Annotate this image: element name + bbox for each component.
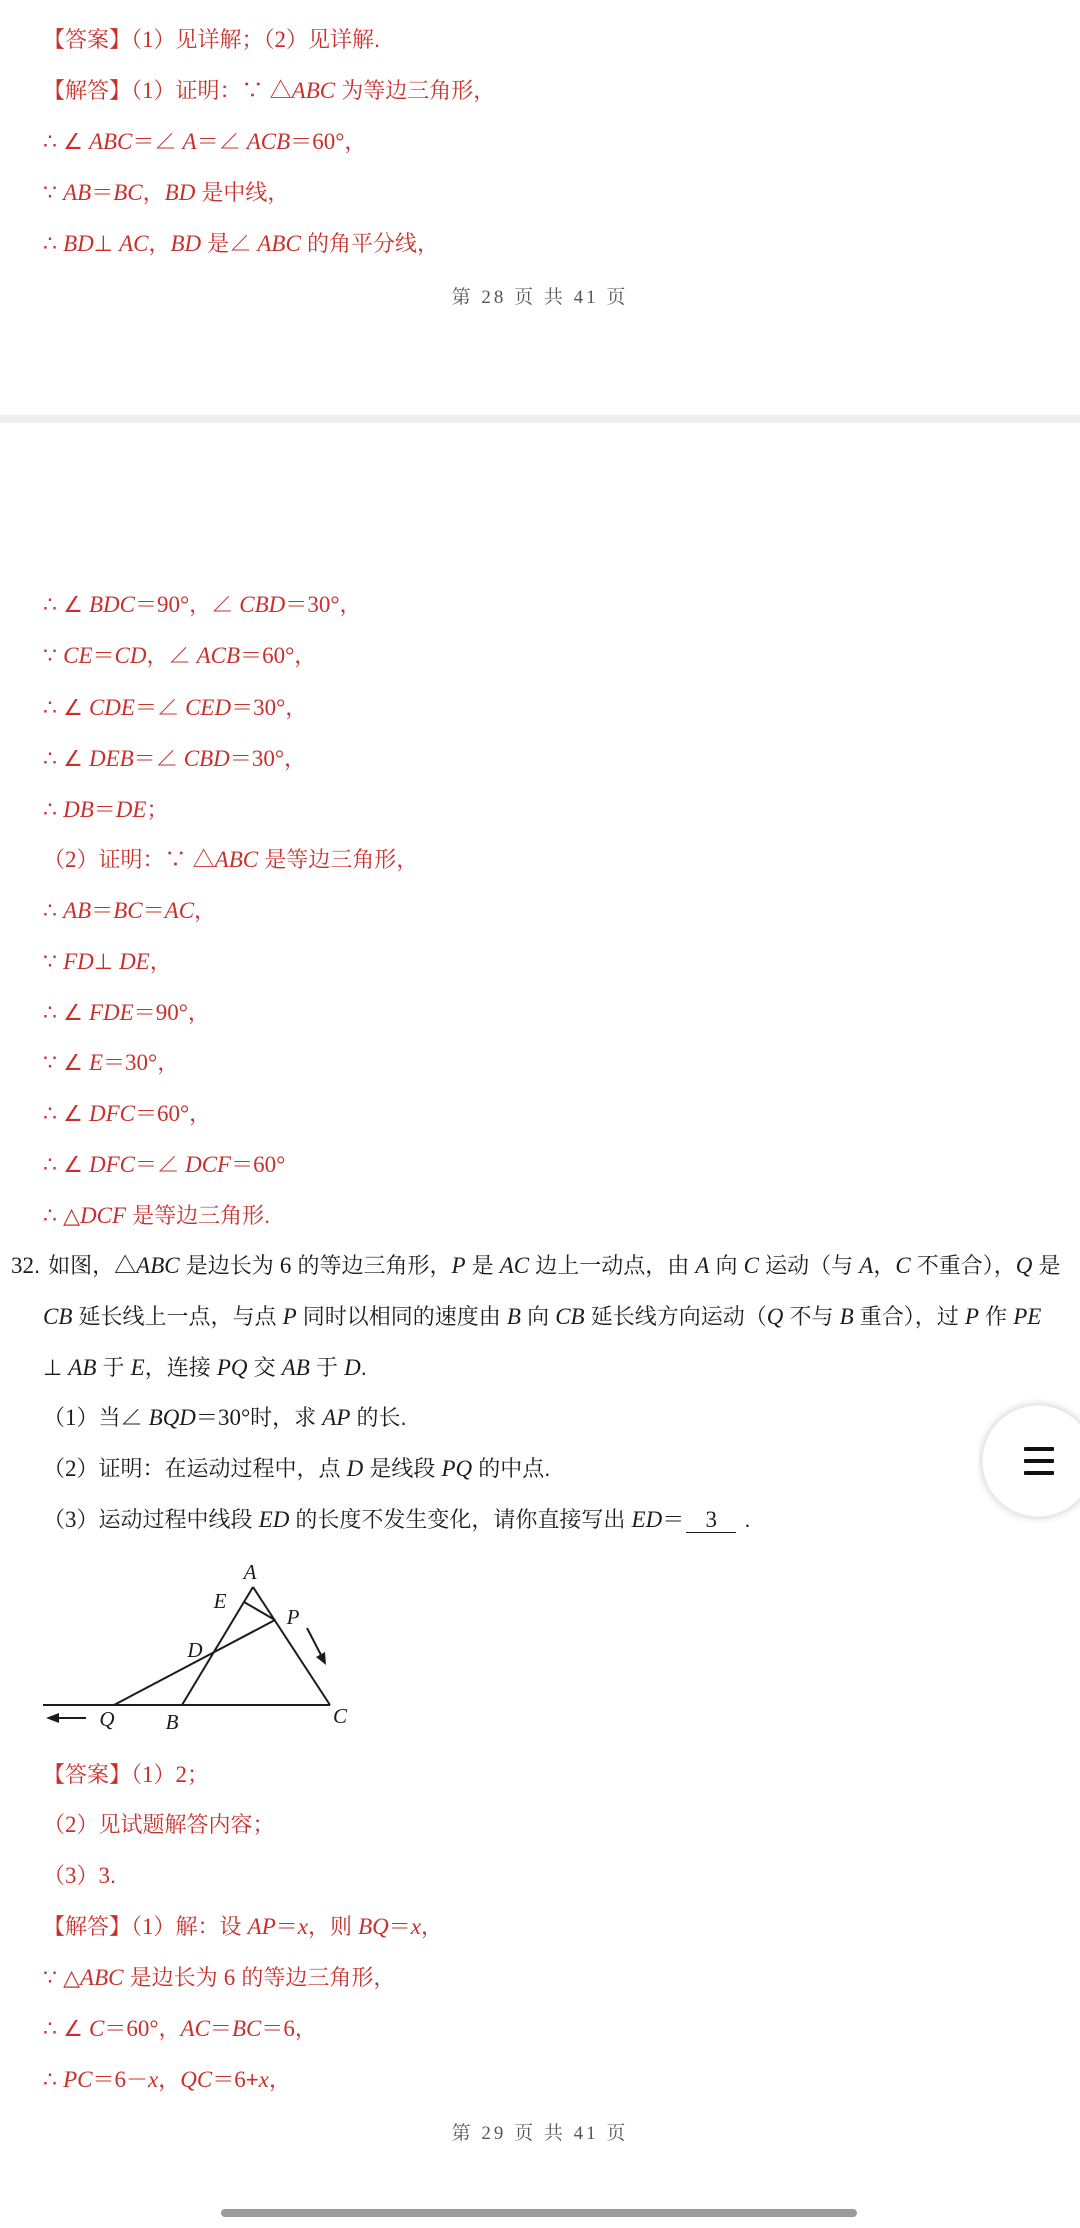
question-part: （2）证明：在运动过程中，点 D 是线段 PQ 的中点. <box>43 1456 551 1481</box>
math-variable: E <box>130 1355 145 1380</box>
math-number: 2 <box>65 1812 77 1837</box>
question-stem-line <box>11 1251 1075 1281</box>
math-variable: DB <box>63 797 94 822</box>
solution-line: ∴ ∠ CDE＝∠ CED＝30°， <box>43 695 308 720</box>
label-b: B <box>165 1710 179 1734</box>
label-d: D <box>187 1638 203 1662</box>
math-variable: ABC <box>80 1965 124 1990</box>
math-variable: DE <box>119 949 150 974</box>
label-q: Q <box>99 1707 115 1731</box>
math-variable: CD <box>114 643 147 668</box>
page-footer: 第 28 页 共 41 页 <box>451 287 629 308</box>
math-variable: FDE <box>88 1000 134 1025</box>
math-number: 3 <box>705 1507 717 1532</box>
math-variable: ABC <box>136 1253 180 1278</box>
math-number: 3 <box>98 1863 111 1888</box>
math-variable: AC <box>164 898 195 923</box>
math-variable: x <box>148 2067 159 2092</box>
solution-line: ∴ ∠ FDE＝90°， <box>43 1000 210 1025</box>
math-variable: DEB <box>88 746 134 771</box>
question-part <box>43 1505 1073 1535</box>
math-number: 60° <box>253 1152 286 1177</box>
math-variable: BDC <box>88 592 135 617</box>
menu-icon-bar <box>1024 1471 1054 1475</box>
menu-button[interactable] <box>978 1399 1080 1523</box>
math-variable: BD <box>63 231 94 256</box>
math-variable: BD <box>164 180 196 205</box>
segment-pq <box>114 1620 275 1705</box>
math-variable: P <box>964 1304 979 1329</box>
geometry-figure <box>0 1540 400 1750</box>
solution-line: ∴ BD⊥ AC，BD 是∠ ABC 的角平分线， <box>43 231 439 256</box>
math-number: 2 <box>65 1456 77 1481</box>
segment-pe <box>244 1602 275 1620</box>
math-number: 6 <box>283 2016 295 2041</box>
math-number: 30° <box>125 1050 158 1075</box>
question-number: 32. <box>11 1253 41 1278</box>
math-variable: BC <box>113 898 143 923</box>
math-variable: BC <box>231 2016 262 2041</box>
solution-line: ∵ △ABC 是边长为 6 的等边三角形， <box>43 1965 396 1990</box>
math-variable: AP <box>322 1405 351 1430</box>
math-variable: x <box>410 1914 422 1939</box>
math-variable: PE <box>1013 1304 1042 1329</box>
math-variable: CBD <box>239 592 286 617</box>
math-number: 1 <box>142 78 154 103</box>
menu-icon <box>1024 1447 1054 1475</box>
label-a: A <box>243 1560 257 1584</box>
solution-line: ∴ △DCF 是等边三角形. <box>43 1203 271 1228</box>
solution-line: ∴ ∠ DEB＝∠ CBD＝30°， <box>43 746 307 771</box>
math-variable: B <box>506 1304 521 1329</box>
math-variable: Q <box>766 1304 784 1329</box>
label-p: P <box>286 1605 300 1629</box>
answer-line: （2）见试题解答内容； <box>43 1812 275 1837</box>
math-variable: Q <box>1015 1253 1033 1278</box>
math-number: 1 <box>142 27 154 52</box>
math-variable: AB <box>281 1355 310 1380</box>
page-footer: 第 29 页 共 41 页 <box>451 2123 629 2144</box>
answer-heading: 【答案】（1）见详解；（2）见详解. <box>43 27 381 52</box>
p-direction-arrow-shaft <box>307 1628 321 1655</box>
math-number: 6 <box>234 2067 246 2092</box>
math-variable: E <box>88 1050 104 1075</box>
math-variable: ABC <box>257 231 301 256</box>
math-variable: ACB <box>246 129 291 154</box>
menu-icon-bar <box>1024 1447 1054 1451</box>
page-separator <box>0 415 1080 423</box>
math-variable: DFC <box>88 1152 135 1177</box>
math-variable: ABC <box>214 847 259 872</box>
math-variable: ED <box>258 1507 290 1532</box>
math-number: 2 <box>65 847 77 872</box>
math-number: 6 <box>114 2067 127 2092</box>
solution-line: ∴ PC＝6－x，QC＝6+x， <box>43 2067 291 2092</box>
math-variable: AC <box>119 231 149 256</box>
math-number: 90° <box>155 1000 188 1025</box>
solution-line: ∵ FD⊥ DE， <box>43 949 172 974</box>
solution-line: ∴ DB＝DE； <box>43 797 169 822</box>
math-variable: FD <box>63 949 94 974</box>
math-variable: AC <box>499 1253 530 1278</box>
math-variable: BC <box>113 180 143 205</box>
solution-line: ∴ ∠ C＝60°，AC＝BC＝6， <box>43 2016 317 2041</box>
math-number: 1 <box>65 1405 77 1430</box>
solution-heading: 【解答】（1）解：设 AP＝x，则 BQ＝x， <box>43 1914 444 1939</box>
math-variable: x <box>297 1914 308 1939</box>
math-variable: D <box>346 1456 364 1481</box>
math-number: 60° <box>156 1101 190 1126</box>
math-variable: DCF <box>80 1203 127 1228</box>
solution-line: ∵ CE＝CD，∠ ACB＝60°， <box>43 643 317 668</box>
math-variable: A <box>182 129 197 154</box>
q-direction-arrow-head <box>46 1713 59 1723</box>
math-variable: PC <box>63 2067 93 2092</box>
math-variable: AB <box>68 1355 97 1380</box>
answer-heading: 【答案】（1）2； <box>43 1762 210 1787</box>
home-indicator <box>221 2209 857 2217</box>
math-number: 90° <box>156 592 190 617</box>
math-variable: A <box>695 1253 710 1278</box>
solution-heading: 【解答】（1）证明：∵ △ABC 为等边三角形， <box>43 78 496 103</box>
question-part: （1）当∠ BQD＝30°时，求 AP 的长. <box>43 1405 407 1430</box>
math-variable: AP <box>247 1914 276 1939</box>
math-number: 1 <box>142 1914 154 1939</box>
math-variable: PQ <box>216 1355 248 1380</box>
math-variable: D <box>344 1355 361 1380</box>
math-variable: A <box>859 1253 874 1278</box>
math-number: 30° <box>253 695 286 720</box>
math-variable: CE <box>63 643 93 668</box>
label-e: E <box>213 1589 227 1613</box>
math-variable: DE <box>115 797 147 822</box>
math-variable: AB <box>63 898 92 923</box>
question-part-text: （3）运动过程中线段 ED 的长度不发生变化，请你直接写出 ED＝ <box>43 1507 685 1532</box>
question-stem-line: ⊥ AB 于 E，连接 PQ 交 AB 于 D. <box>43 1355 367 1380</box>
answer-line: （3）3. <box>43 1863 117 1888</box>
math-variable: x <box>258 2067 269 2092</box>
math-number: 6 <box>223 1965 236 1990</box>
solution-line: ∵ ∠ E＝30°， <box>43 1050 180 1075</box>
solution-line: ∴ ∠ DFC＝∠ DCF＝60° <box>43 1152 286 1177</box>
math-variable: ABC <box>88 129 133 154</box>
math-number: 6 <box>279 1253 292 1278</box>
solution-line: ∵ AB＝BC，BD 是中线， <box>43 180 290 205</box>
math-number: 30° <box>251 746 285 771</box>
math-variable: BQD <box>148 1405 196 1430</box>
math-variable: QC <box>180 2067 213 2092</box>
math-number: 3 <box>65 1507 77 1532</box>
math-variable: P <box>451 1253 466 1278</box>
solution-line: ∴ ∠ BDC＝90°，∠ CBD＝30°， <box>43 592 362 617</box>
math-number: 30° <box>307 592 340 617</box>
math-variable: ACB <box>196 643 241 668</box>
math-variable: CB <box>555 1304 585 1329</box>
math-number: 32 <box>11 1253 34 1278</box>
math-variable: B <box>839 1304 854 1329</box>
math-variable: C <box>88 2016 105 2041</box>
math-variable: ED <box>631 1507 663 1532</box>
math-number: 2 <box>175 1762 188 1787</box>
math-number: 30° <box>217 1405 251 1430</box>
solution-line: ∴ ∠ ABC＝∠ A＝∠ ACB＝60°， <box>43 129 367 154</box>
math-variable: AB <box>63 180 92 205</box>
label-c: C <box>332 1704 348 1728</box>
solution-line: ∴ AB＝BC＝AC， <box>43 898 217 923</box>
math-variable: AC <box>180 2016 210 2041</box>
answer-blank <box>686 1508 736 1533</box>
solution-line: ∴ ∠ DFC＝60°， <box>43 1101 212 1126</box>
question-stem-line: CB 延长线上一点，与点 P 同时以相同的速度由 B 向 CB 延长线方向运动（Q 不与 B 重合），过 P 作 PE <box>43 1304 1042 1329</box>
math-number: 60° <box>126 2016 159 2041</box>
math-variable: PQ <box>441 1456 473 1481</box>
math-variable: C <box>895 1253 911 1278</box>
math-variable: CDE <box>88 695 135 720</box>
math-variable: CED <box>185 695 232 720</box>
math-variable: CB <box>43 1304 73 1329</box>
solution-line: （2）证明：∵ △ABC 是等边三角形， <box>43 847 419 872</box>
math-variable: DFC <box>88 1101 135 1126</box>
math-variable: CBD <box>183 746 230 771</box>
math-number: 1 <box>142 1762 154 1787</box>
math-number: 60° <box>262 643 295 668</box>
math-variable: DCF <box>185 1152 232 1177</box>
math-number: 2 <box>274 27 287 52</box>
math-variable: P <box>282 1304 297 1329</box>
math-variable: BD <box>170 231 202 256</box>
question-text: 如图，△ABC 是边长为 6 的等边三角形，P 是 AC 边上一动点，由 A 向 C 运动（与 A，C 不重合），Q 是 <box>48 1253 1061 1278</box>
math-number: 3 <box>65 1863 77 1888</box>
math-variable: BQ <box>358 1914 389 1939</box>
math-variable: C <box>743 1253 760 1278</box>
math-number: 60° <box>312 129 345 154</box>
question-part-end: . <box>738 1507 751 1532</box>
math-variable: ABC <box>291 78 336 103</box>
menu-icon-bar <box>1024 1459 1054 1463</box>
